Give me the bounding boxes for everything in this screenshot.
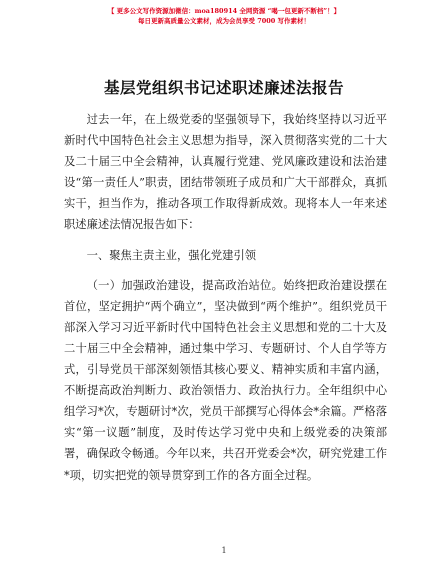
- promo-banner-line-1: 【 更多公文写作资源加微信：moa180914 全网资源 “喝一包更新不断档”！】: [107, 7, 341, 15]
- page-number: 1: [221, 546, 227, 555]
- section-heading: 一、聚焦主责主业，强化党建引领: [86, 248, 257, 262]
- intro-paragraph: 过去一年，在上级党委的坚强领导下，我始终坚持以习近平新时代中国特色社会主义思想为指导，深入贯彻落实党的二十大及二十届三中全会精神，认真履行党建、党风廉政建设和法治建设“第一责任人”职责，团结带领班子成员和广大干部群众，真抓实干，担当作为，推动各项工作取得新成效。现将本人一年来述职述廉述法情况报告如下：: [64, 113, 387, 232]
- document-title: 基层党组织书记述职述廉述法报告: [103, 79, 344, 97]
- promo-banner-line-2: 每日更新高质量公文素材，成为会员享受 7000 写作素材！: [137, 17, 311, 25]
- section-paragraph: （一）加强政治建设，提高政治站位。始终把政治建设摆在首位，坚定拥护“两个确立”，坚决做到“两个维护”。组织党员干部深入学习习近平新时代中国特色社会主义思想和党的二十大及二十届三中全会精神，通过集中学习、专题研讨、个人自学等方式，引导党员干部深刻领悟其核心要义、精神实质和丰富内涵，不断提高政治判断力、政治领悟力、政治执行力。全年组织中心组学习*次，专题研讨*次，党员干部撰写心得体会*余篇。严格落实“第一议题”制度，及时传达学习党中央和上级党委的决策部署，确保政令畅通。今年以来，共召开党委会*次，研究党建工作*项，切实把党的领导贯穿到工作的各方面全过程。: [64, 278, 387, 482]
- document-body: [64, 109, 387, 486]
- promo-banner: [0, 6, 448, 26]
